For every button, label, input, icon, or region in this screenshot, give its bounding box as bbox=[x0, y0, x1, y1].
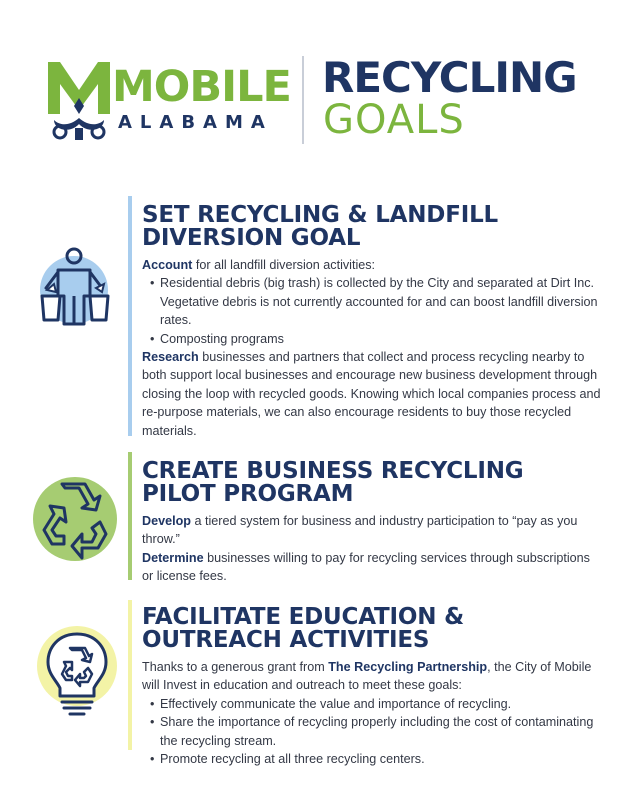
logo-wordmark-mobile: MOBILE bbox=[112, 62, 291, 112]
bullet-list bbox=[142, 695, 604, 769]
section-title-line2: DIVERSION GOAL bbox=[142, 225, 361, 251]
paragraph-develop bbox=[142, 512, 604, 549]
paragraph-text: businesses willing to pay for recycling services through subscriptions or license fees. bbox=[142, 550, 590, 584]
paragraph-account bbox=[142, 256, 604, 274]
paragraph-text: businesses and partners that collect and process recycling nearby to both support local businesses and encourage new business development through closing the loop with recycled goods. Knowing which local companies process and re-purpose materials, we can also encourage residents to buy those recycled materials. bbox=[142, 350, 601, 438]
paragraph-text: a tiered system for business and industry participation to “pay as you throw.” bbox=[142, 514, 578, 547]
paragraph-research bbox=[142, 348, 604, 440]
header bbox=[0, 0, 618, 160]
bold-lead-determine: Determine bbox=[142, 550, 204, 565]
paragraph-text: , the City of Mobile will Invest in education and outreach to meet these goals: bbox=[142, 660, 592, 693]
paragraph-text: Thanks to a generous grant from bbox=[142, 660, 329, 674]
section-title bbox=[142, 606, 604, 652]
bold-lead-account: Account bbox=[142, 258, 193, 272]
section-title bbox=[142, 460, 604, 506]
logo-wordmark-alabama: ALABAMA bbox=[118, 112, 273, 133]
section-accent-bar bbox=[128, 196, 132, 436]
list-item: • Composting programs bbox=[152, 330, 604, 348]
lightbulb-recycle-icon bbox=[32, 622, 122, 722]
section-title-line2: OUTREACH ACTIVITIES bbox=[142, 627, 430, 653]
paragraph-text: for all landfill diversion activities: bbox=[192, 258, 376, 272]
bold-lead-research: Research bbox=[142, 350, 199, 365]
section-title-line1: FACILITATE EDUCATION & bbox=[142, 604, 464, 630]
paragraph-grant bbox=[142, 658, 604, 695]
header-divider bbox=[302, 56, 304, 144]
section-title-line1: SET RECYCLING & LANDFILL bbox=[142, 202, 498, 228]
list-item: • Promote recycling at all three recycling centers. bbox=[152, 750, 604, 768]
section-accent-bar bbox=[128, 600, 132, 750]
section-content bbox=[142, 606, 604, 768]
bold-partner-name: The Recycling Partnership bbox=[328, 660, 488, 674]
section-accent-bar bbox=[128, 452, 132, 580]
page-title-line2: GOALS bbox=[323, 97, 465, 143]
section-education-outreach bbox=[0, 600, 618, 770]
person-with-trash-bins-icon bbox=[32, 240, 122, 330]
section-content bbox=[142, 460, 604, 586]
list-item: • Residential debris (big trash) is collected by the City and separated at Dirt Inc. Vegetative debris is not currently accounted for and can boost landfill diversion rates. bbox=[152, 274, 604, 329]
bullet-list bbox=[142, 274, 604, 348]
paragraph-determine bbox=[142, 549, 604, 586]
section-content bbox=[142, 204, 604, 440]
recycle-arrows-icon bbox=[30, 474, 120, 564]
bold-lead-develop: Develop bbox=[142, 514, 191, 528]
section-business-pilot bbox=[0, 452, 618, 584]
section-diversion-goal bbox=[0, 196, 618, 436]
mobile-logo-icon bbox=[46, 58, 112, 142]
list-item: • Share the importance of recycling properly including the cost of contaminating the recycling stream. bbox=[152, 713, 604, 750]
page-title-line1: RECYCLING bbox=[322, 53, 577, 102]
section-title-line2: PILOT PROGRAM bbox=[142, 481, 354, 507]
section-title-line1: CREATE BUSINESS RECYCLING bbox=[142, 458, 524, 484]
section-title bbox=[142, 204, 604, 250]
list-item: • Effectively communicate the value and importance of recycling. bbox=[152, 695, 604, 713]
